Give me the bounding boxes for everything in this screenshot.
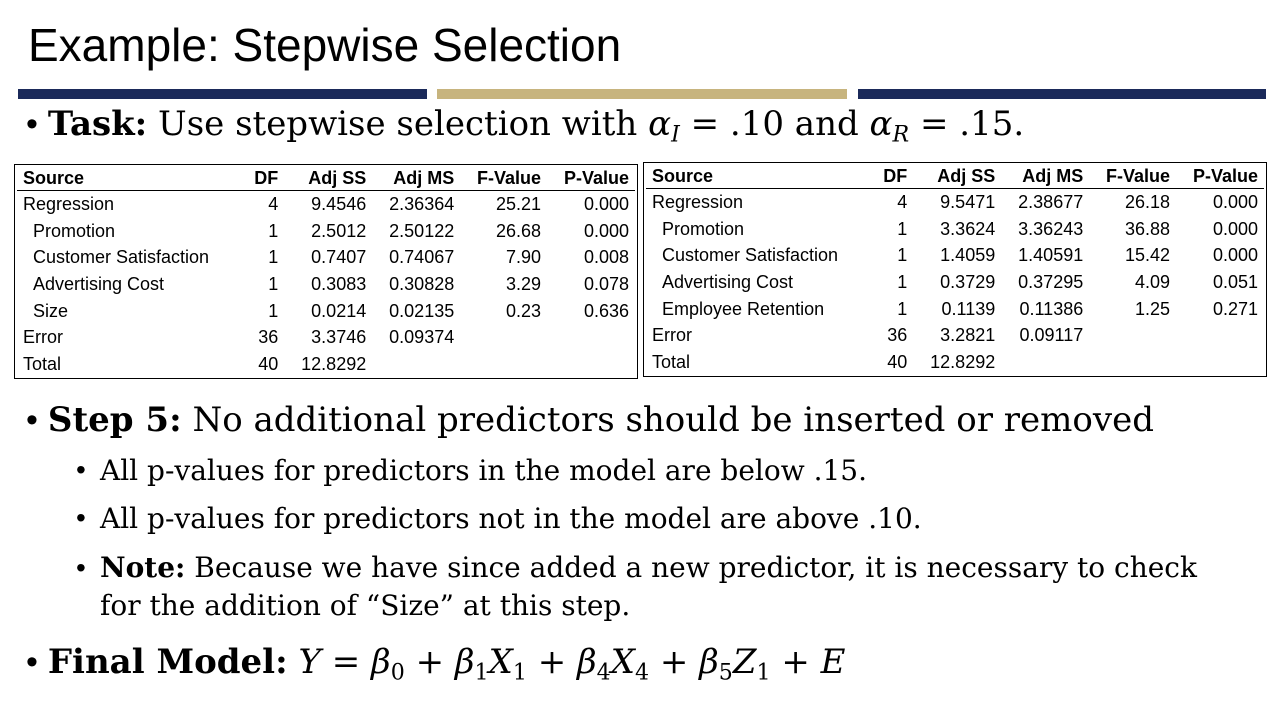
table-cell: 0.000 [1212, 191, 1258, 212]
final-model-label: Final Model: [47, 642, 288, 682]
table-cell: 2.5012 [311, 220, 367, 241]
table-cell: 0.3083 [311, 273, 367, 294]
table-cell: Customer Satisfaction [662, 245, 839, 266]
column-header: Adj SS [913, 163, 1001, 189]
table-header-row [17, 165, 635, 191]
table-cell: 3.3746 [311, 327, 367, 348]
table-cell: 0.000 [1212, 245, 1258, 266]
table-cell: 0.271 [1212, 298, 1258, 319]
table-cell: 2.38677 [1018, 191, 1084, 212]
table-cell: 0.000 [583, 220, 629, 241]
divider-right [858, 89, 1266, 99]
table-cell: Regression [652, 191, 744, 212]
table-cell: 3.3624 [940, 218, 996, 239]
table-row [646, 322, 1264, 349]
table-cell: 1.40591 [1018, 245, 1084, 266]
table-row [17, 298, 635, 325]
table-cell: Size [33, 300, 69, 321]
table-cell [372, 351, 460, 378]
alpha-i-symbol: $\alpha_I$ [648, 104, 680, 148]
sub-bullet-2-text: All p-values for predictors not in the model are above .10. [100, 502, 922, 535]
table-cell: 0.008 [583, 247, 629, 268]
bullet-icon: • [76, 552, 86, 583]
bullet-icon: • [26, 105, 38, 143]
anova-table-right [643, 162, 1267, 377]
table-cell: 12.8292 [301, 353, 367, 374]
note-bullet [76, 549, 1216, 625]
table-cell: 0.0214 [311, 300, 367, 321]
table-cell: 1 [897, 218, 908, 239]
table-cell: Regression [23, 193, 115, 214]
table-cell: 0.000 [1212, 218, 1258, 239]
table-cell: 1 [897, 271, 908, 292]
table-cell: 4 [268, 193, 279, 214]
table-cell: 0.30828 [389, 273, 455, 294]
sub-bullet-1-text: All p-values for predictors in the model are below .15. [100, 454, 868, 487]
alpha-r-value: = .15. [919, 104, 1025, 144]
table-cell [1001, 349, 1089, 376]
table-cell: 0.051 [1212, 271, 1258, 292]
table-row [17, 351, 635, 378]
column-header: DF [872, 163, 913, 189]
divider-center [437, 89, 847, 99]
table-row [17, 324, 635, 351]
alpha-i-value: = .10 and [690, 104, 859, 144]
sub-bullet-2 [76, 502, 922, 535]
column-header: F-Value [1089, 163, 1176, 189]
table-cell: 26.18 [1124, 191, 1171, 212]
bullet-icon: • [26, 643, 38, 681]
table-row [17, 271, 635, 298]
table-row [646, 242, 1264, 269]
table-cell: 1.25 [1134, 298, 1171, 319]
table-cell: 2.50122 [389, 220, 455, 241]
table-cell: 40 [258, 353, 279, 374]
table-cell: 3.36243 [1018, 218, 1084, 239]
task-text: Use stepwise selection with [158, 104, 638, 144]
table-cell: Error [23, 327, 63, 348]
step5-text: No additional predictors should be inserted or removed [192, 400, 1154, 440]
column-header: F-Value [460, 165, 547, 191]
table-cell: 0.000 [583, 193, 629, 214]
table-cell: 0.37295 [1018, 271, 1084, 292]
table-cell: Employee Retention [662, 298, 825, 319]
table-cell: 1 [268, 220, 279, 241]
table-cell: 36 [258, 327, 279, 348]
table-cell [1089, 349, 1176, 376]
task-label: Task: [47, 104, 148, 144]
sub-bullet-1 [76, 454, 867, 487]
table-cell: Customer Satisfaction [33, 247, 210, 268]
column-header: Adj MS [1001, 163, 1089, 189]
task-bullet [26, 104, 1024, 148]
table-cell: Total [652, 351, 691, 372]
table-cell: 0.7407 [311, 247, 367, 268]
table-row [17, 218, 635, 245]
table-cell: 0.3729 [940, 271, 996, 292]
table-cell: 0.02135 [389, 300, 455, 321]
table-cell: 0.23 [505, 300, 542, 321]
step5-label: Step 5: [47, 400, 182, 440]
table-cell: 9.4546 [311, 193, 367, 214]
column-header: DF [243, 165, 284, 191]
bullet-icon: • [76, 502, 86, 533]
table-header-row [646, 163, 1264, 189]
anova-table-left [14, 164, 638, 379]
table-cell: 1 [268, 273, 279, 294]
divider-left [18, 89, 427, 99]
table-row [17, 244, 635, 271]
table-cell: 4.09 [1134, 271, 1171, 292]
final-model-equation: $Y = \beta_0 + \beta_1X_1 + \beta_4X_4 + \beta_5Z_1 + E$ [298, 642, 846, 686]
table-cell: Error [652, 325, 692, 346]
table-cell [1089, 322, 1176, 349]
table-cell: 0.078 [583, 273, 629, 294]
table-row [17, 191, 635, 218]
table-cell: 0.1139 [941, 298, 996, 319]
table-row [646, 296, 1264, 323]
column-header: P-Value [1176, 163, 1264, 189]
table-cell: 9.5471 [940, 191, 996, 212]
table-cell: 0.636 [583, 300, 629, 321]
table-cell [460, 351, 547, 378]
step5-bullet [26, 400, 1154, 440]
table-cell: 0.74067 [389, 247, 455, 268]
table-cell: 3.29 [505, 273, 542, 294]
table-cell: 36 [887, 325, 908, 346]
table-cell: 1.4059 [940, 245, 996, 266]
table-cell: Total [23, 353, 62, 374]
table-cell [1176, 322, 1264, 349]
table-cell: 0.11386 [1019, 298, 1084, 319]
table-row [646, 189, 1264, 216]
column-header: Source [646, 163, 872, 189]
note-label: Note: [100, 551, 186, 584]
table-row [646, 216, 1264, 243]
table-cell: Advertising Cost [662, 271, 794, 292]
column-header: Adj MS [372, 165, 460, 191]
table-cell: Advertising Cost [33, 273, 165, 294]
column-header: Adj SS [284, 165, 372, 191]
table-cell: 40 [887, 351, 908, 372]
table-cell: 1 [897, 245, 908, 266]
slide-title: Example: Stepwise Selection [28, 19, 622, 71]
table-cell: 25.21 [495, 193, 542, 214]
note-text: Because we have since added a new predictor, it is necessary to check for the addition of “Size” at this step. [100, 551, 1197, 622]
table-cell: 1 [897, 298, 908, 319]
table-row [646, 269, 1264, 296]
final-model-bullet [26, 642, 846, 686]
table-cell: 4 [897, 191, 908, 212]
table-cell: 36.88 [1124, 218, 1171, 239]
table-cell: Promotion [33, 220, 116, 241]
alpha-r-symbol: $\alpha_R$ [869, 104, 910, 148]
table-cell: 15.42 [1124, 245, 1171, 266]
table-cell [460, 324, 547, 351]
column-header: P-Value [547, 165, 635, 191]
table-cell: 12.8292 [930, 351, 996, 372]
table-cell: 0.09374 [389, 327, 455, 348]
table-cell: 1 [268, 300, 279, 321]
table-cell: 2.36364 [389, 193, 455, 214]
bullet-icon: • [76, 454, 86, 485]
table-cell: Promotion [662, 218, 745, 239]
table-cell: 3.2821 [940, 325, 996, 346]
column-header: Source [17, 165, 243, 191]
table-cell: 26.68 [495, 220, 542, 241]
table-cell: 1 [268, 247, 279, 268]
table-row [646, 349, 1264, 376]
table-cell [1176, 349, 1264, 376]
table-cell [547, 324, 635, 351]
table-cell [547, 351, 635, 378]
bullet-icon: • [26, 401, 38, 439]
table-cell: 7.90 [505, 247, 542, 268]
table-cell: 0.09117 [1019, 325, 1084, 346]
